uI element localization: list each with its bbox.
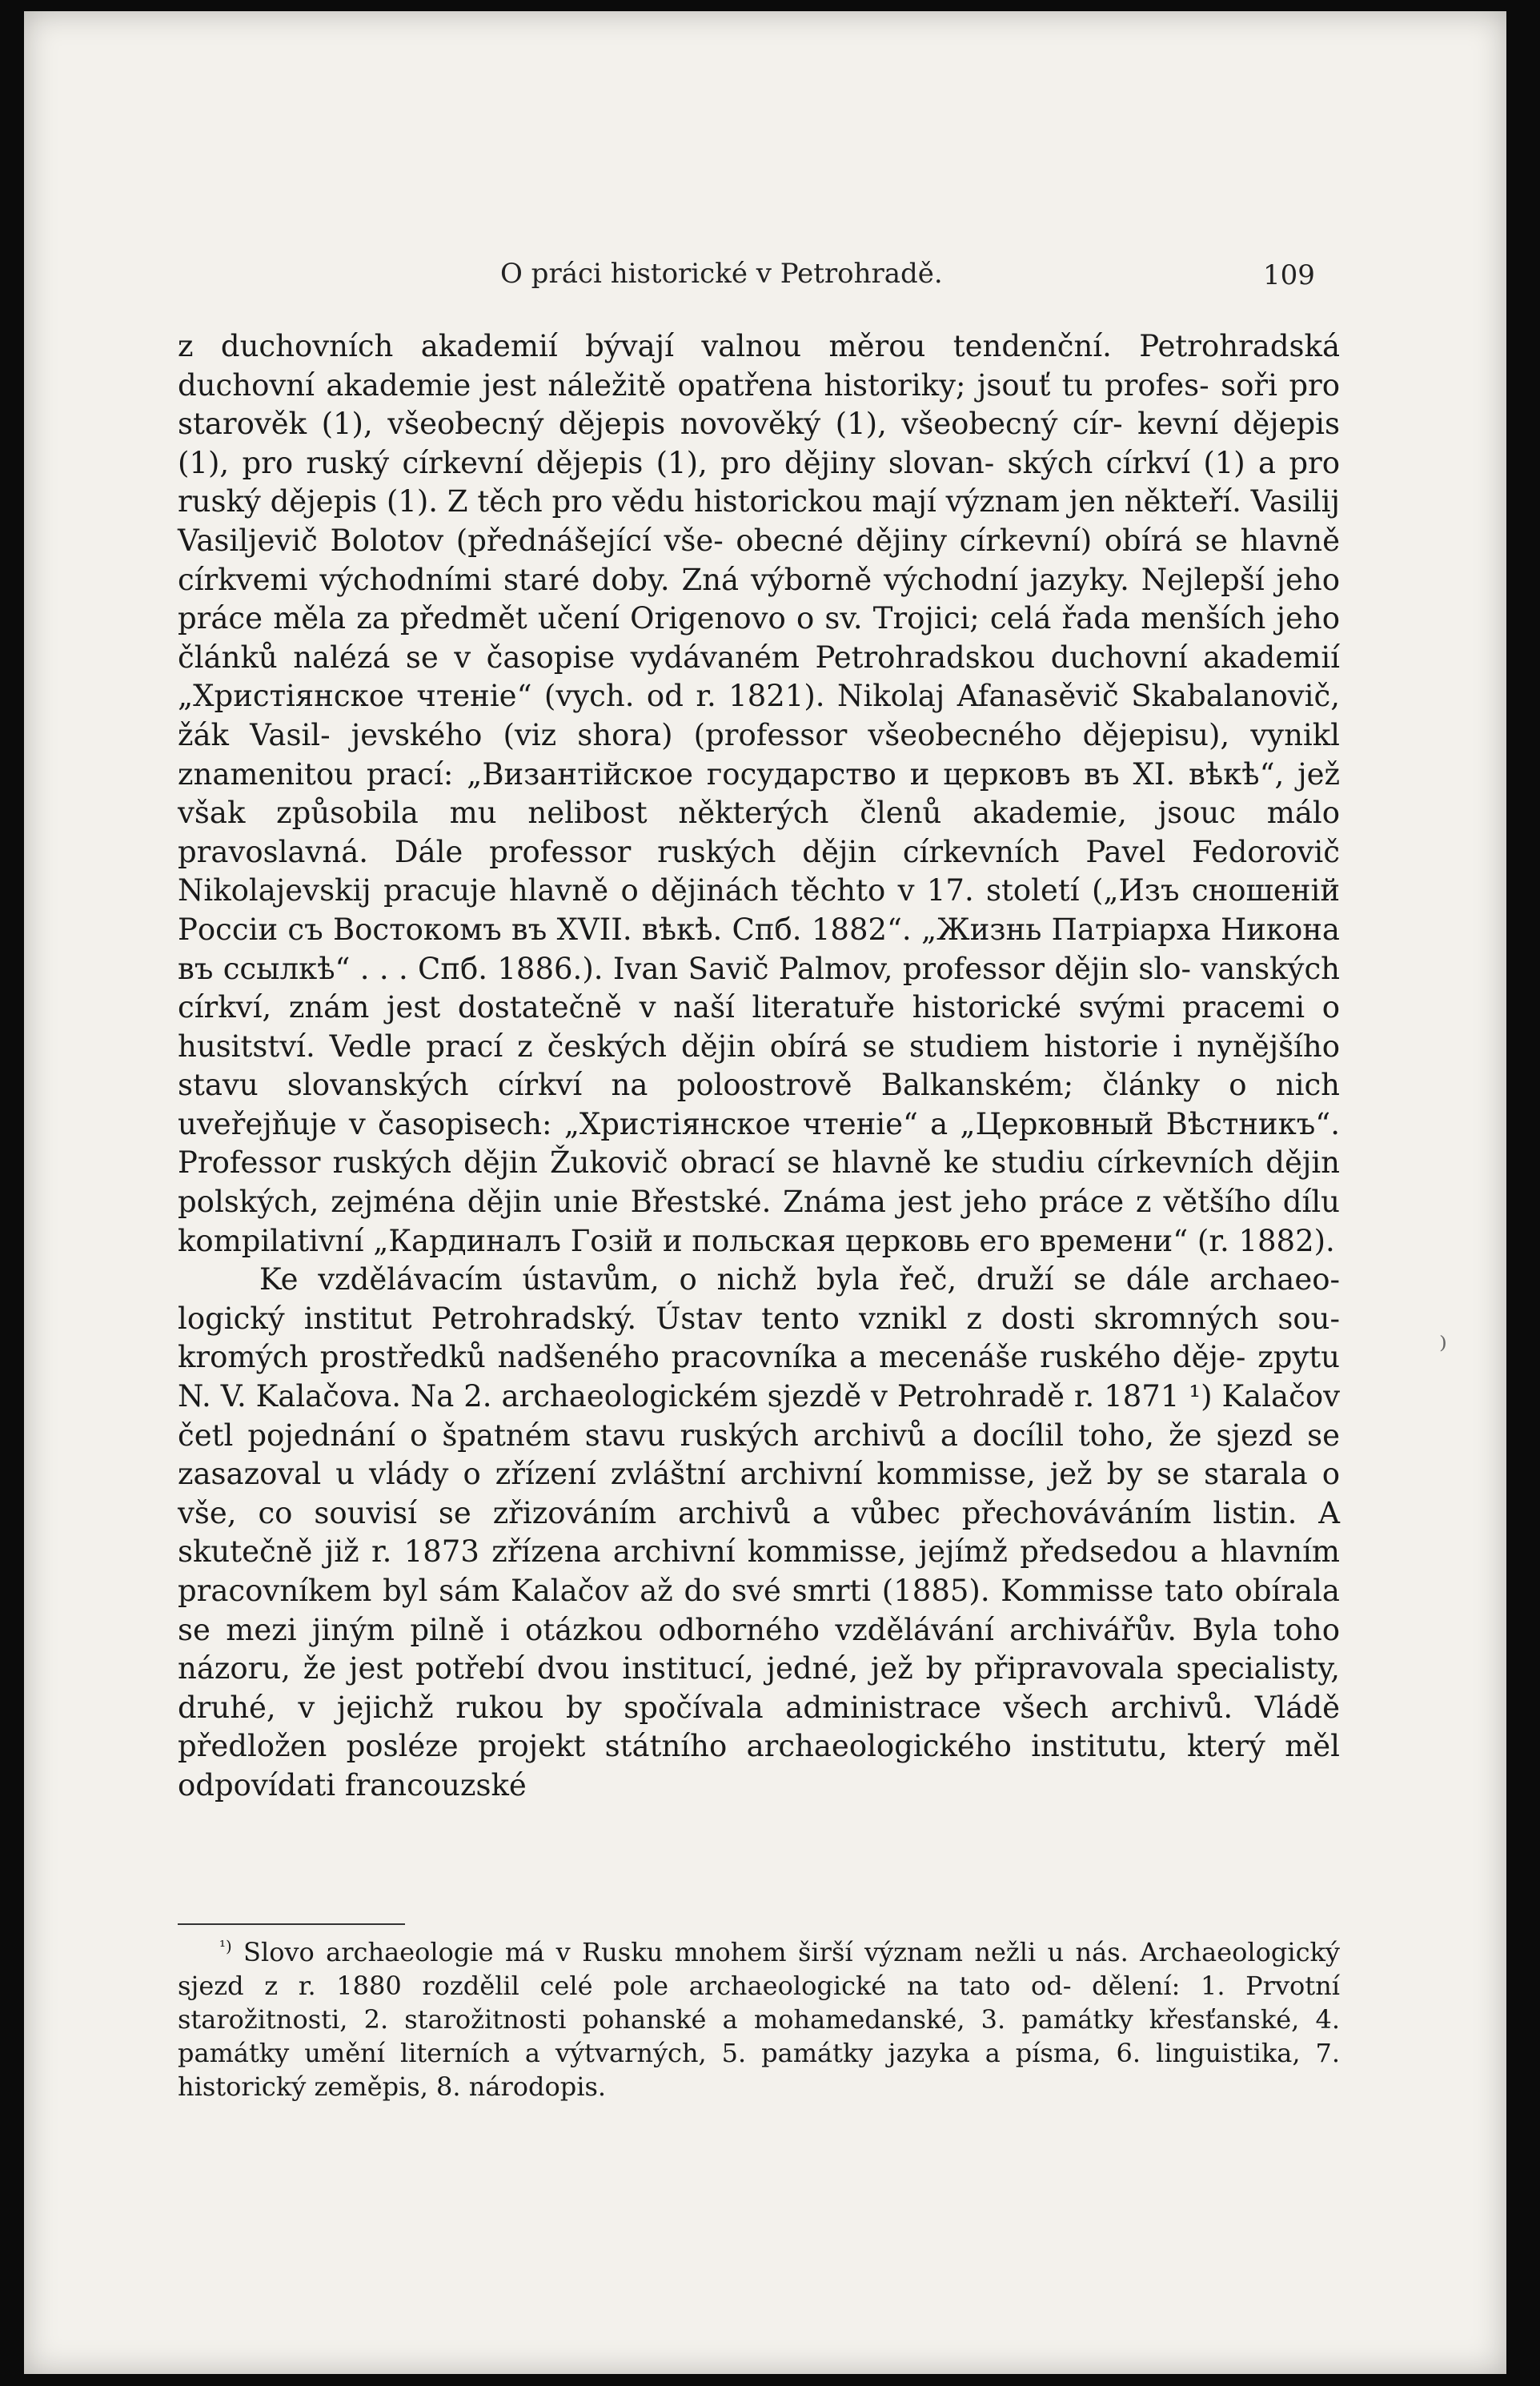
body-text	[178, 327, 1340, 1806]
footnote-text: Slovo archaeologie má v Rusku mnohem širší význam nežli u nás. Archaeologický sjezd z r. 1880 rozdělil celé pole archaeologické na tato od- dělení: 1. Prvotní starožitnosti, 2. starožitnosti pohanské a mohamedanské, 3. památky křesťanské, 4. památky umění literních a výtvarných, 5. památky jazyka a písma, 6. linguistika, 7. historický zeměpis, 8. národopis.	[178, 1937, 1341, 2102]
footnote	[178, 1935, 1340, 2103]
book-page	[24, 11, 1506, 2374]
margin-mark: ⁾	[1439, 1330, 1447, 1367]
footnote-paragraph	[178, 1935, 1340, 2103]
footnote-marker: ¹)	[219, 1937, 232, 1956]
paragraph-2: Ke vzdělávacím ústavům, o nichž byla řeč, druží se dále archaeo- logický institut Petrohradský. Ústav tento vznikl z dosti skromných sou- kromých prostředků nadšeného pracovníka a mecenáše ruského děje- zpytu N. V. Kalačova. Na 2. archaeologickém sjezdě v Petrohradě r. 1871 ¹) Kalačov četl pojednání o špatném stavu ruských archivů a docílil toho, že sjezd se zasazoval u vlády o zřízení zvláštní archivní kommisse, jež by se starala o vše, co souvisí se zřizováním archivů a vůbec přechováváním listin. A skutečně již r. 1873 zřízena archivní kommisse, jejímž předsedou a hlavním pracovníkem byl sám Kalačov až do své smrti (1885). Kommisse tato obírala se mezi jiným pilně i otázkou odborného vzdělávání archivářův. Byla toho názoru, že jest potřebí dvou institucí, jedné, jež by připravovala specialisty, druhé, v jejichž rukou by spočívala administrace všech archivů. Vládě předložen posléze projekt státního archaeologického institutu, který měl odpovídati francouzské	[178, 1262, 1340, 1803]
running-head: O práci historické v Petrohradě.	[500, 258, 943, 290]
page-header	[24, 258, 1506, 298]
paragraph-1: z duchovních akademií bývají valnou měrou tendenční. Petrohradská duchovní akademie jest náležitě opatřena historiky; jsouť tu profes- soři pro starověk (1), všeobecný dějepis novověký (1), všeobecný cír- kevní dějepis (1), pro ruský církevní dějepis (1), pro dějiny slovan- ských církví (1) a pro ruský dějepis (1). Z těch pro vědu historickou mají význam jen někteří. Vasilij Vasiljevič Bolotov (přednášející vše- obecné dějiny církevní) obírá se hlavně církvemi východními staré doby. Zná výborně východní jazyky. Nejlepší jeho práce měla za předmět učení Origenovo o sv. Trojici; celá řada menších jeho článků nalézá se v časopise vydávaném Petrohradskou duchovní akademií „Христіянское чтеніе“ (vych. od r. 1821). Nikolaj Afanasěvič Skabalanovič, žák Vasil- jevského (viz shora) (professor všeobecného dějepisu), vynikl znamenitou prací: „Византійское государство и церковъ въ XI. вѣкѣ“, jež však způsobila mu nelibost některých členů akademie, jsouc málo pravoslavná. Dále professor ruských dějin církevních Pavel Fedorovič Nikolajevskij pracuje hlavně o dějinách těchto v 17. století („Изъ сношеній Россіи съ Востокомъ въ XVII. вѣкѣ. Спб. 1882“. „Жизнь Патріарха Никона въ ссылкѣ“ . . . Спб. 1886.). Ivan Savič Palmov, professor dějin slo- vanských církví, znám jest dostatečně v naší literatuře historické svými pracemi o husitství. Vedle prací z českých dějin obírá se studiem historie i nynějšího stavu slovanských církví na poloostrově Balkanském; články o nich uveřejňuje v časopisech: „Христіянское чтеніе“ a „Церковный Вѣстникъ“. Professor ruských dějin Žukovič obrací se hlavně ke studiu církevních dějin polských, zejména dějin unie Břestské. Známa jest jeho práce z většího dílu kompilativní „Кардиналъ Гозій и польская церковь его времени“ (r. 1882).	[178, 329, 1340, 1258]
page-number: 109	[1263, 259, 1315, 291]
footnote-rule	[178, 1923, 405, 1925]
